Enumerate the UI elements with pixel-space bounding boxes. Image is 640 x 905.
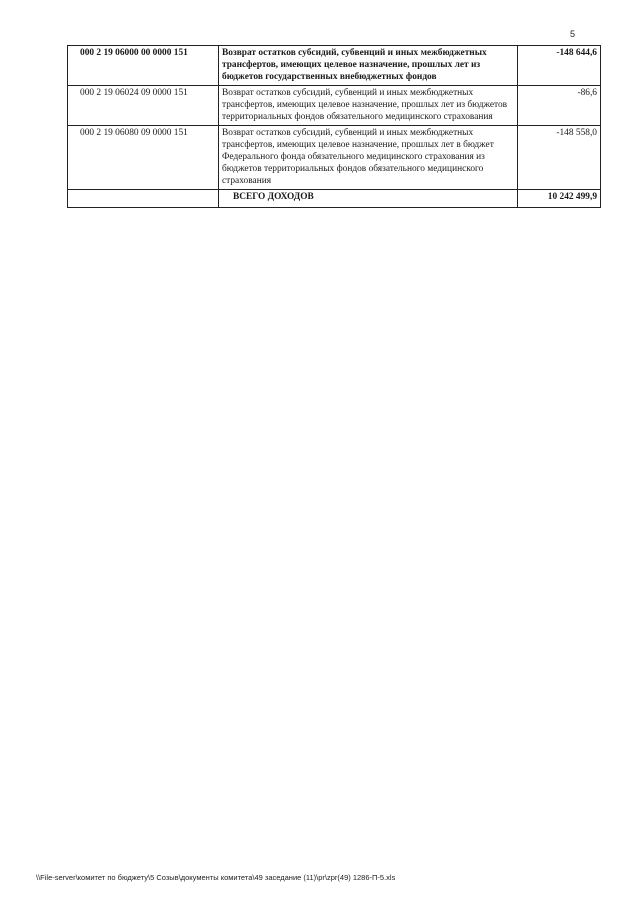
amount-cell: -148 644,6 [518,46,601,86]
total-row [68,190,601,208]
table-row [68,46,601,86]
total-label: ВСЕГО ДОХОДОВ [219,190,518,208]
table-row [68,126,601,190]
total-amount: 10 242 499,9 [518,190,601,208]
amount-cell: -86,6 [518,86,601,126]
table-row [68,86,601,126]
amount-cell: -148 558,0 [518,126,601,190]
revenue-name-cell: Возврат остатков субсидий, субвенций и иных межбюджетных трансфертов, имеющих целевое назначение, прошлых лет в бюджет Федерального фонда обязательного медицинского страхования из бюджетов территориальных фондов обязательного медицинского страхования [219,126,518,190]
revenue-table [67,45,601,208]
file-path-footer: \\File-server\комитет по бюджету\5 Созыв\документы комитета\49 заседание (11)\pr\zpr(49) 1286-П-5.xls [36,873,396,882]
budget-code-cell: 000 2 19 06000 00 0000 151 [68,46,219,86]
revenue-name-cell: Возврат остатков субсидий, субвенций и иных межбюджетных трансфертов, имеющих целевое назначение, прошлых лет из бюджетов государственных внебюджетных фондов [219,46,518,86]
page-number: 5 [570,29,576,39]
total-code-cell [68,190,219,208]
budget-code-cell: 000 2 19 06024 09 0000 151 [68,86,219,126]
budget-code-cell: 000 2 19 06080 09 0000 151 [68,126,219,190]
revenue-name-cell: Возврат остатков субсидий, субвенций и иных межбюджетных трансфертов, имеющих целевое назначение, прошлых лет из бюджетов территориальных фондов обязательного медицинского страхования [219,86,518,126]
